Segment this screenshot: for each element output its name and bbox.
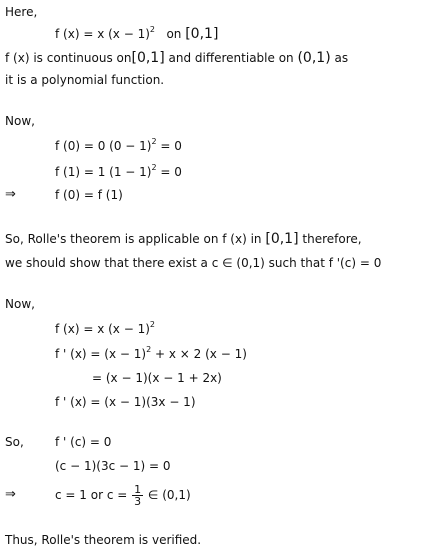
eval-f0-expr: f (0) = 0 (0 − 1) (55, 139, 152, 153)
solve-derivative-zero: f ' (c) = 0 (55, 435, 112, 449)
deriv-step-1-b: + x × 2 (x − 1) (151, 347, 247, 361)
deriv-step-1-a: f ' (x) = (x − 1) (55, 347, 147, 361)
continuity-part-5: as (330, 51, 349, 65)
fraction-numerator: 1 (134, 483, 142, 496)
applicable-fx: f (x) (222, 232, 247, 246)
conclusion: Thus, Rolle's theorem is verified. (5, 533, 202, 547)
applicable-statement (5, 231, 362, 247)
eval-f1-expr: f (1) = 1 (1 − 1) (55, 165, 152, 179)
continuity-interval: [0,1] (131, 50, 165, 66)
implies-arrow-2: ⇒ (5, 487, 16, 502)
continuity-statement-line2: it is a polynomial function. (5, 73, 165, 87)
existence-statement (5, 255, 381, 271)
continuity-statement (5, 50, 348, 66)
deriv-step-2: = (x − 1)(x − 1 + 2x) (92, 371, 222, 385)
function-interval: [0,1] (185, 26, 219, 42)
eval-f0 (55, 138, 182, 154)
function-exponent: 2 (149, 25, 155, 34)
applicable-therefore: therefore, (298, 232, 362, 246)
fraction-denominator: 3 (134, 495, 142, 508)
solve-factored: (c − 1)(3c − 1) = 0 (55, 459, 171, 473)
deriv-step-1 (55, 346, 247, 362)
label-now-2: Now, (5, 297, 35, 311)
solve-roots-a: c = 1 or c = (55, 488, 132, 502)
implies-arrow-1: ⇒ (5, 187, 16, 202)
existence-part-1: we should show that there exist a (5, 256, 212, 270)
deriv-step-3: f ' (x) = (x − 1)(3x − 1) (55, 395, 196, 409)
solve-roots-b: ∈ (0,1) (144, 488, 191, 502)
function-expression: f (x) = x (x − 1) (55, 27, 150, 41)
eval-f1-result: = 0 (156, 165, 182, 179)
continuity-open-interval: (0,1) (297, 50, 331, 66)
eval-f0-result: = 0 (156, 139, 182, 153)
eval-equal: f (0) = f (1) (55, 188, 123, 202)
continuity-part-1: f (x) is continuous on (5, 51, 132, 65)
existence-derivative-zero: f '(c) = 0 (328, 256, 382, 270)
continuity-part-3: and differentiable on (164, 51, 298, 65)
deriv-function-exp: 2 (149, 320, 155, 329)
solve-roots (55, 480, 191, 510)
function-definition (55, 26, 218, 42)
applicable-interval: [0,1] (265, 231, 299, 247)
label-here: Here, (5, 5, 38, 19)
deriv-function (55, 321, 155, 337)
one-third-fraction (132, 484, 143, 507)
label-so: So, (5, 435, 24, 449)
eval-f1 (55, 164, 182, 180)
eval-f0-exp: 2 (151, 137, 157, 146)
existence-c: c ∈ (0,1) (211, 256, 265, 270)
deriv-step-1-exp: 2 (146, 345, 152, 354)
eval-f1-exp: 2 (151, 163, 157, 172)
applicable-in: in (246, 232, 266, 246)
applicable-part-1: So, Rolle's theorem is applicable on (5, 232, 223, 246)
deriv-function-expr: f (x) = x (x − 1) (55, 322, 150, 336)
existence-such-that: such that (264, 256, 329, 270)
label-now-1: Now, (5, 114, 35, 128)
function-on: on (166, 27, 182, 41)
